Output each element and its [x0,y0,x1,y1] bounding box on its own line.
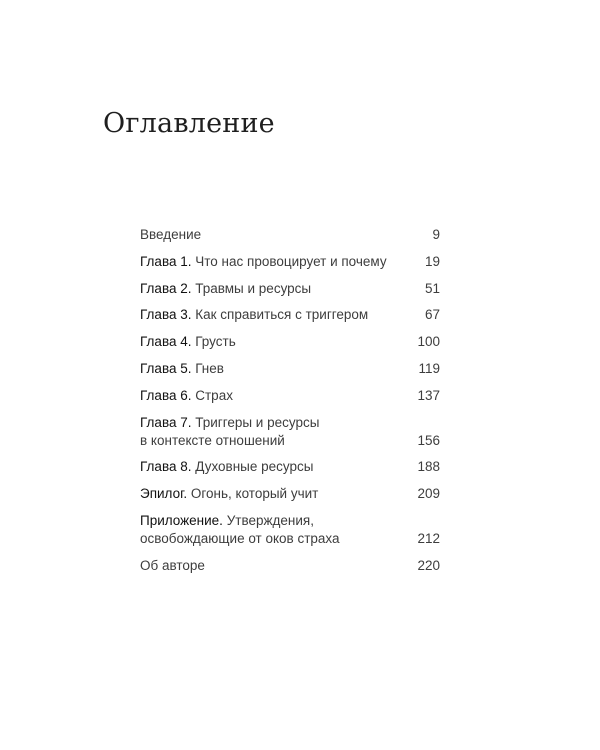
toc-page-number: 19 [424,253,440,269]
toc-entry-title [140,458,407,476]
toc-entry[interactable] [140,226,440,244]
toc-entry-label: Глава 7. [140,414,192,430]
toc-entry[interactable] [140,414,440,450]
toc-entry-text: Что нас провоцирует и почему [195,253,387,269]
toc-page-number: 119 [418,360,440,376]
toc-entry-line [140,432,407,450]
toc-entry-line [140,458,407,476]
toc-entry-title [140,414,407,450]
toc-entry[interactable] [140,557,440,575]
toc-entry-label: Глава 5. [140,360,192,376]
toc-entry[interactable] [140,458,440,476]
toc-entry-line [140,280,415,298]
toc-page-number: 188 [417,459,440,475]
toc-entry[interactable] [140,280,440,298]
toc-entry-text: Страх [195,387,233,403]
toc-entry-line [140,387,407,405]
toc-entry-line [140,557,407,575]
toc-page-number: 9 [432,227,440,242]
toc-entry[interactable] [140,387,440,405]
toc-entry-title [140,226,422,244]
toc-entry[interactable] [140,512,440,548]
toc-entry[interactable] [140,360,440,378]
toc-entry-title [140,557,407,575]
toc-entry-title [140,306,415,324]
toc-entry-line [140,485,407,503]
toc-entry-line [140,512,407,530]
toc-entry-text: Гнев [195,360,224,376]
toc-entry-text: Травмы и ресурсы [195,280,312,296]
toc-page-number: 67 [424,307,440,323]
page-title: Оглавление [103,108,275,139]
toc-page-number: 156 [417,432,440,448]
toc-entry-text: в контексте отношений [140,432,285,448]
toc-entry-text: Утверждения, [226,512,314,528]
toc-entry-text: Введение [140,227,202,242]
toc-entry-label: Глава 8. [140,459,192,475]
toc-entry-line [140,226,422,244]
toc-entry-label: Глава 3. [140,307,192,323]
toc-entry-text: Как справиться с триггером [195,307,369,323]
toc-entry[interactable] [140,306,440,324]
toc-entry-text: Духовные ресурсы [195,459,314,475]
toc-entry-title [140,387,407,405]
toc-entry-text: Грусть [195,334,236,350]
toc-entry[interactable] [140,485,440,503]
toc-entry[interactable] [140,333,440,351]
toc-entry-title [140,333,407,351]
toc-entry-title [140,280,415,298]
toc-entry-label: Глава 4. [140,334,192,350]
toc-entry-label: Приложение. [140,512,223,528]
toc-entry-text: Об авторе [140,557,205,573]
toc-entry-label: Глава 2. [140,280,192,296]
toc-entry-text: Триггеры и ресурсы [195,414,320,430]
toc-page-number: 137 [417,387,440,403]
toc-entry-text: Огонь, который учит [190,486,319,502]
toc-entry-label: Эпилог. [140,486,188,502]
toc-entry-line [140,414,407,432]
toc-page-number: 209 [417,486,440,502]
toc-entry-label: Глава 1. [140,253,192,269]
toc-page-number: 51 [424,280,440,296]
toc-entry-line [140,253,415,271]
toc-page-number: 220 [417,557,440,573]
toc-entry-title [140,485,407,503]
toc-page-number: 100 [417,334,440,350]
table-of-contents [140,226,440,584]
toc-entry-line [140,333,407,351]
toc-entry-title [140,512,407,548]
toc-entry-title [140,253,415,271]
toc-page-number: 212 [417,530,440,546]
toc-entry-label: Глава 6. [140,387,192,403]
toc-entry-title [140,360,408,378]
toc-entry-line [140,360,408,378]
toc-entry[interactable] [140,253,440,271]
toc-entry-line [140,306,415,324]
toc-entry-line [140,530,407,548]
toc-entry-text: освобождающие от оков страха [140,530,340,546]
